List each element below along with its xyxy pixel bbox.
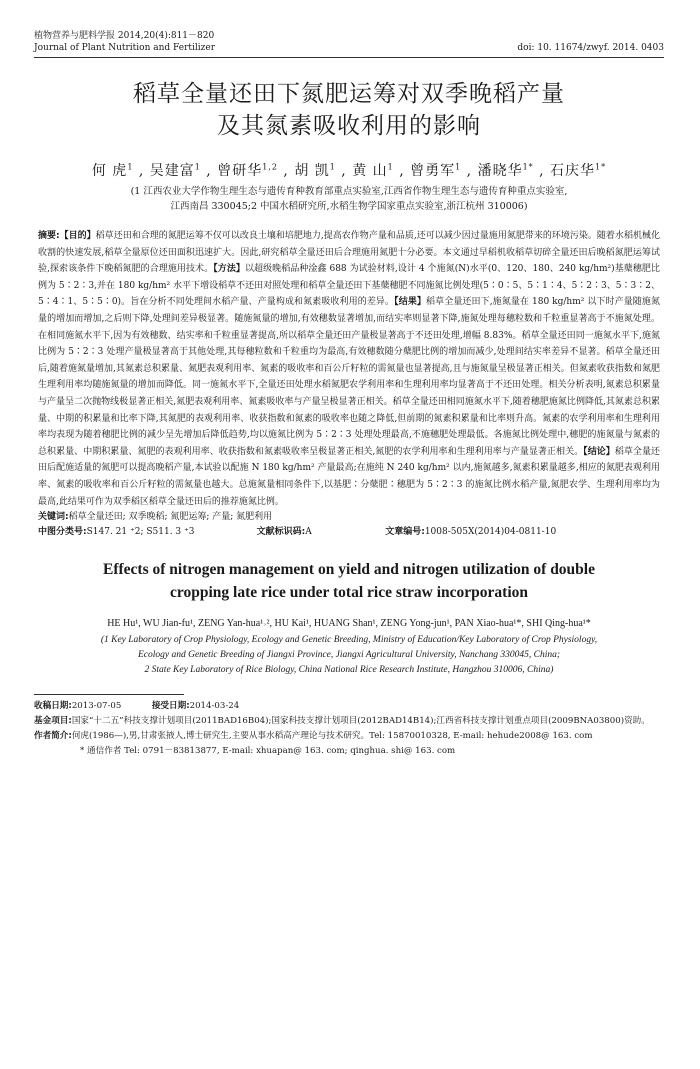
footnote-rule (34, 694, 184, 695)
method-label: 【方法】 (213, 264, 245, 275)
footnotes (34, 699, 664, 759)
doc-code-label: 文献标识码: (256, 527, 306, 538)
paper-page (34, 30, 664, 759)
doc-code-value: A (305, 527, 312, 538)
title-en-line1: Effects of nitrogen management on yield and nitrogen utilization of double (103, 561, 595, 579)
author-zh-affil: 1,2 (262, 162, 278, 172)
results-label: 【结果】 (394, 297, 427, 308)
abstract-label: 摘要: (38, 231, 60, 241)
keywords (34, 510, 664, 525)
results-text: 稻草全量还田下,施氮量在 180 kg/hm² 以下时产量随施氮量的增加而增加,之后则下降,处理间差异极显著。随施氮量的增加,有效穗数显著增加,而结实率则显著下降,施氮处理每穗粒数和千粒重显著高于不施氮处理。在相同施氮水平下,因为有效穗数、结实率和千粒重显著提高,所以稻草全量还田产量极显著高于不还田处理,增幅 8.83%。稻草全量还田同一施氮水平下,施氮比例为 5∶2∶3 处理产量极显著高于其他处理,其每穗粒数和千粒重均为最高,有效穗数随分蘖肥比例的增加而减少,处理间结实率差异不显著。稻草全量还田后,随着施氮量增加,其氮素总积累量、氮肥表观利用率、氮素的吸收率和百公斤籽粒的需氮量也显著提高,且与施氮量呈极显著正相关。但氮素收获指数和氮肥生理利用率均随施氮量的增加而降低。同一施氮水平下,全量还田处理水稻氮肥农学利用率和生理利用率均显著高于不还田处理。相关分析表明,氮素总积累量与产量呈二次抛物线极显著正相关,氮肥表观利用率、氮素吸收率与产量呈极显著正相关。稻草全量还田相同施氮水平下,随着穗肥施氮比例降低,其氮素总积累量、中期的积累量和比率下降,其氮肥的表观利用率、收获指数和氮素的吸收率也随之降低,但前期的氮素积累量和比率则升高。氮素的农学利用率和生理利用率均表现为随着穗肥比例的减少呈先增加后降低趋势,均以施氮比例为 5∶2∶3 处理处理最高,不施穗肥处理最低。各施氮比例处理中,穗肥的施氮量与氮素的总积累量、中期积累量、氮肥的表观利用率、收获指数和氮素吸收率呈极显著正相关,氮肥的农学利用率和生理利用率与产量显著正相关。 (38, 297, 661, 457)
author-zh-name: 石庆华 (550, 163, 596, 179)
conclusion-text: 稻草全量还田后配施适量的氮肥可以提高晚稻产量,本试验以配施 N 180 kg/hm² 产量最高;在施纯 N 240 kg/hm² 以内,施氮越多,氮素积累量越多,相应的氮肥表观利用率、氮素的吸收率和百公斤籽粒的需氮量也越大。总施氮量相同条件下,以基肥∶分蘖肥∶穗肥为 5∶2∶3 的施氮比例水稻产量,氮肥农学、生理利用率均为最高,此结果可作为双季稻区稻草全量还田后的推荐施氮比例。 (38, 446, 660, 507)
classification (34, 525, 664, 540)
author-bio-row (34, 729, 664, 744)
title-zh (34, 78, 664, 142)
title-en-line2: cropping late rice under total rice straw incorporation (169, 584, 529, 602)
objective-text: 稻草还田和合理的氮肥运筹不仅可以改良土壤和培肥地力,提高农作物产量和品质,还可以减少因过量施用氮肥带来的环境污染。随着水稻机械化收割的快速发展,稻草全量原位还田面积迅速扩大。因此,研究稻草全量还田后合理施用氮肥十分必要。本文通过早稻机收稻草切碎全量还田后晚稻氮肥运筹试验,探索该条件下晚稻氮肥的合理施用技术。 (38, 231, 660, 275)
author-zh-affil: 1 (194, 162, 201, 172)
fund-row (34, 714, 664, 729)
author-zh-name: 吴建富 (149, 163, 195, 179)
accepted-date: 2014-03-24 (189, 701, 240, 712)
keywords-label: 关键词: (38, 512, 69, 523)
author-zh (352, 163, 394, 179)
affiliation-en-line3: 2 State Key Laboratory of Rice Biology, China National Rice Research Institute, Hangzhou 310006, China) (144, 665, 554, 676)
objective-label: 【目的】 (59, 231, 96, 241)
affiliation-zh (34, 184, 664, 214)
author-zh-affil: 1* (522, 162, 534, 172)
received-date: 2013-07-05 (71, 701, 122, 712)
clc-value: S147. 21 ⁺2; S511. 3 ⁺3 (86, 527, 195, 538)
accepted-label: 接受日期: (151, 701, 190, 712)
article-no-value: 1008-505X(2014)04-0811-10 (424, 527, 557, 538)
fund-label: 基金项目: (34, 716, 72, 727)
journal-zh: 植物营养与肥料学报 2014,20(4):811－820 (34, 31, 215, 41)
author-zh-name: 黄 山 (352, 163, 388, 179)
author-zh-name: 曾研华 (217, 163, 263, 179)
author-zh-affil: 1 (455, 162, 462, 172)
affiliation-zh-line2: 江西南昌 330045;2 中国水稻研究所,水稻生物学国家重点实验室,浙江杭州 310006) (170, 201, 528, 212)
header-row (34, 42, 664, 54)
affiliation-en-line1: (1 Key Laboratory of Crop Physiology, Ecology and Genetic Breeding, Ministry of Education/Key Laboratory of Crop Physiology, (100, 635, 598, 646)
journal-en: Journal of Plant Nutrition and Fertilizer (34, 43, 216, 53)
keywords-text: 稻草全量还田; 双季晚稻; 氮肥运筹; 产量; 氮肥利用 (68, 512, 273, 523)
author-zh-affil: 1 (387, 162, 394, 172)
author-zh-name: 何 虎 (91, 163, 128, 179)
authors-zh: 何 虎$^1$ , 吴建富$^1$ , 曾研华$^{1,2}$ , 胡 凯$^1$ , 黄 山$^1$ , 曾勇军$^1$ , 潘晓华$^{1*}$ , 石庆华$^{1*}$ (91, 162, 607, 179)
author-zh-affil: 1 (329, 162, 336, 172)
author-zh-name: 胡 凯 (294, 163, 330, 179)
author-zh (150, 163, 201, 179)
author-zh-name: 潘晓华 (477, 163, 523, 179)
author-zh (217, 163, 278, 179)
authors-en: HE Hu¹, WU Jian-fu¹, ZENG Yan-hua¹˒², HU Kai¹, HUANG Shan¹, ZENG Yong-jun¹, PAN Xiao-hua¹*, SHI Qing-hua¹* (107, 618, 591, 630)
author-zh (92, 163, 134, 179)
affiliation-en (34, 633, 664, 678)
header-rule (34, 57, 664, 58)
article-no-label: 文章编号: (385, 527, 425, 538)
clc-label: 中图分类号: (38, 527, 87, 538)
dates-row (34, 699, 664, 714)
corresponding-author: * 通信作者 Tel: 0791－83813877, E-mail: xhuapan@ 163. com; qinghua. shi@ 163. com (80, 746, 456, 757)
method-text: 以超级晚稻品种淦鑫 688 为试验材料,设计 4 个施氮(N)水平(0、120、180、240 kg/hm²)基蘖穗肥比例为 5∶2∶3,并在 180 kg/hm² 水平下增设稻草不还田对照处理和稻草全量还田下基蘖穗肥不同施氮比例处理(5∶0∶5、5∶1∶4、5∶2∶3、5∶3∶2、5∶4∶1、5∶5∶0)。旨在分析不同处理间水稻产量、产量构成和氮素吸收利用的差异。 (38, 264, 660, 308)
affiliation-en-line2: Ecology and Genetic Breeding of Jiangxi Province, Jiangxi Agricultural University, Nanchang 330045, China; (137, 650, 561, 661)
author-zh-affil: 1* (595, 162, 607, 172)
author-zh (410, 163, 461, 179)
conclusion-label: 【结论】 (583, 446, 615, 457)
author-bio-label: 作者简介: (34, 731, 72, 742)
author-zh (550, 163, 606, 179)
title-zh-line2: 及其氮素吸收利用的影响 (217, 113, 481, 139)
doi: doi: 10. 11674/zwyf. 2014. 0403 (517, 43, 664, 53)
author-bio-text: 何虎(1986—),男,甘肃张掖人,博士研究生,主要从事水稻高产理论与技术研究。Tel: 15870010328, E-mail: hehude2008@ 163. com (71, 731, 593, 742)
received-label: 收稿日期: (34, 701, 72, 712)
abstract-zh (34, 228, 664, 510)
title-en (34, 558, 664, 604)
author-zh (294, 163, 336, 179)
affiliation-zh-line1: (1 江西农业大学作物生理生态与遗传育种教育部重点实验室,江西省作物生理生态与遗传育种重点实验室, (130, 186, 568, 197)
author-zh-affil: 1 (127, 162, 134, 172)
author-zh (478, 163, 534, 179)
author-zh-name: 曾勇军 (410, 163, 456, 179)
title-zh-line1: 稻草全量还田下氮肥运筹对双季晚稻产量 (133, 81, 565, 107)
fund-text: 国家“十二五”科技支撑计划项目(2011BAD16B04);国家科技支撑计划项目(2012BAD14B14);江西省科技支撑计划重点项目(2009BNA03800)资助。 (71, 716, 650, 727)
